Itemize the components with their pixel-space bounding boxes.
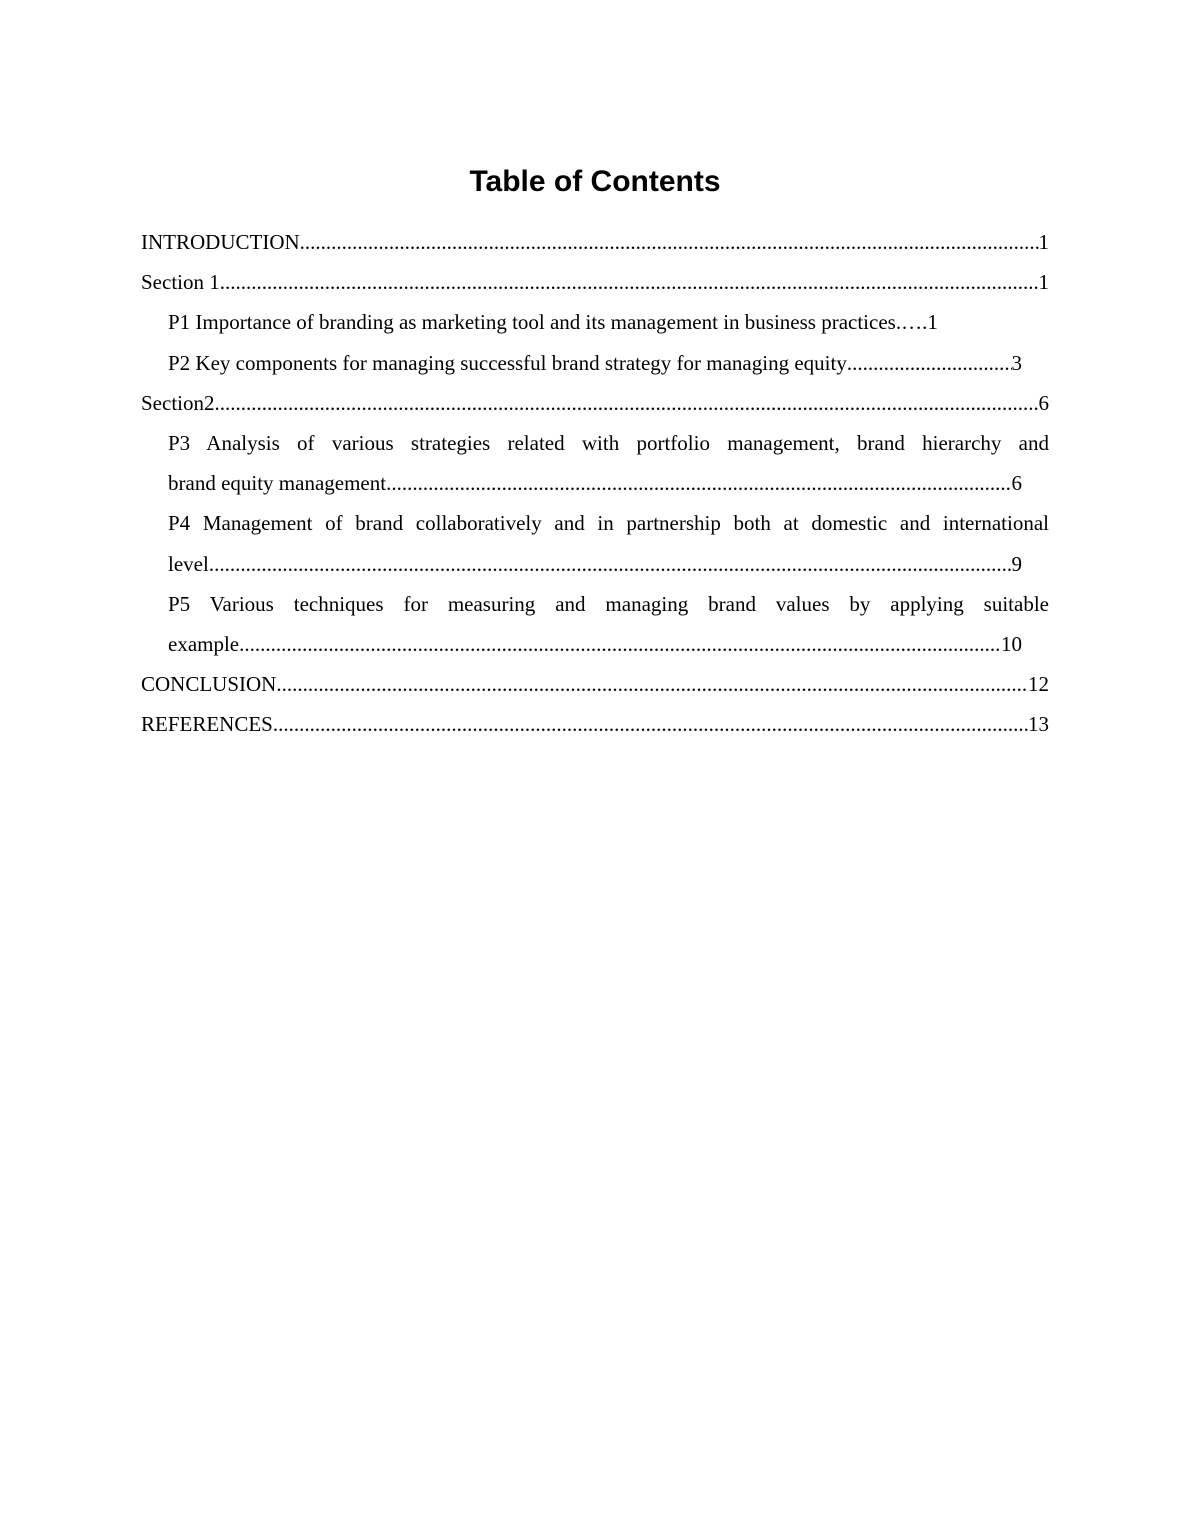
- dot-leader: [273, 704, 1028, 744]
- toc-page-number: 1: [1038, 230, 1049, 254]
- toc-entry-label: P1 Importance of branding as marketing tool and its management in business practices: [168, 310, 896, 335]
- dot-leader: [209, 544, 1012, 584]
- toc-entry-section-2[interactable]: [141, 383, 1049, 423]
- dot-leader: .….: [895, 310, 928, 335]
- dot-leader: [239, 624, 1001, 664]
- toc-entry-label-continued: level: [168, 551, 209, 576]
- toc-entry-label: REFERENCES: [141, 712, 273, 737]
- dot-leader: [220, 262, 1039, 302]
- toc-page-number: 1: [927, 310, 938, 335]
- dot-leader: [847, 343, 1012, 383]
- toc-page-number: 1: [1038, 270, 1049, 295]
- toc-entry-label: CONCLUSION: [141, 672, 277, 697]
- toc-entry-label: P3 Analysis of various strategies related with portfolio management, brand hierarchy and: [168, 431, 1049, 456]
- toc-entry-label-continued: example: [168, 632, 240, 657]
- dot-leader: [386, 463, 1011, 503]
- toc-entry-conclusion[interactable]: [141, 664, 1049, 704]
- toc-entry-p2[interactable]: [141, 343, 1049, 383]
- toc-entry-p5[interactable]: [141, 584, 1049, 664]
- toc-entry-section-1[interactable]: [141, 262, 1049, 302]
- toc-entry-label: P2 Key components for managing successful brand strategy for managing equity: [168, 350, 847, 375]
- toc-entry-p1[interactable]: [141, 302, 1049, 342]
- toc-entry-label: INTRODUCTION: [141, 230, 300, 254]
- toc-page-number: 6: [1011, 471, 1022, 496]
- toc-page-number: 6: [1038, 390, 1049, 415]
- toc-entry-introduction[interactable]: [141, 222, 1049, 262]
- page-title: Table of Contents: [469, 165, 721, 198]
- toc-entry-p3[interactable]: [141, 423, 1049, 503]
- toc-entry-label: Section 1: [141, 270, 220, 295]
- toc-page-number: 12: [1028, 672, 1049, 697]
- toc-entry-label: Section2: [141, 390, 215, 415]
- toc-entry-label: P5 Various techniques for measuring and managing brand values by applying suitable: [168, 591, 1049, 616]
- toc-entry-label: P4 Management of brand collaboratively and in partnership both at domestic and international: [168, 511, 1049, 536]
- toc-entry-references[interactable]: [141, 704, 1049, 744]
- toc-page-number: 3: [1011, 350, 1022, 375]
- dot-leader: [276, 664, 1028, 704]
- table-of-contents: [141, 222, 1049, 745]
- toc-page-number: 10: [1001, 632, 1022, 657]
- toc-entry-label-continued: brand equity management: [168, 471, 387, 496]
- dot-leader: [300, 222, 1039, 262]
- dot-leader: [215, 383, 1039, 423]
- toc-entry-p4[interactable]: [141, 503, 1049, 583]
- toc-page-number: 13: [1028, 712, 1049, 737]
- toc-page-number: 9: [1011, 551, 1022, 576]
